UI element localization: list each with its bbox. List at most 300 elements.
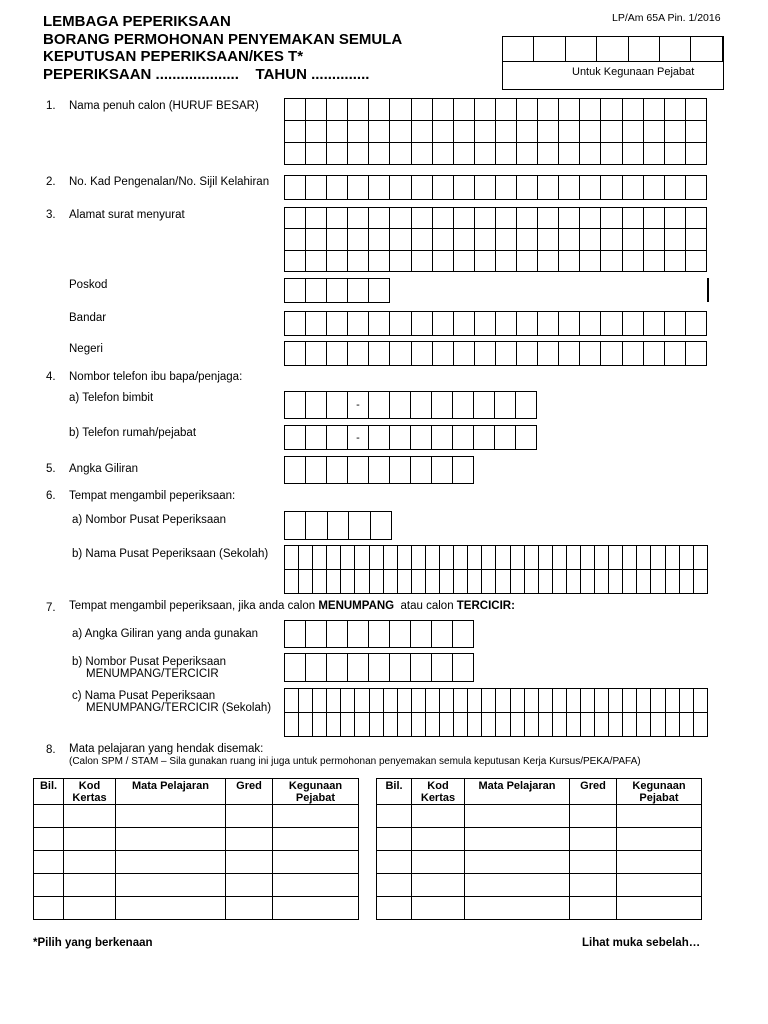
input-box[interactable] [496,342,517,366]
input-box[interactable] [370,570,384,594]
input-box[interactable] [341,713,355,737]
input-box[interactable] [623,689,637,713]
input-box[interactable] [666,570,680,594]
address-grid[interactable] [284,207,707,272]
input-box[interactable] [327,143,348,165]
input-box[interactable] [644,342,665,366]
input-box[interactable] [517,312,538,336]
input-box[interactable] [412,713,426,737]
input-box[interactable] [390,99,411,121]
input-box[interactable] [369,312,390,336]
input-box[interactable] [285,342,306,366]
input-box[interactable] [313,689,327,713]
input-box[interactable] [637,570,651,594]
input-box[interactable] [623,208,644,229]
input-box[interactable] [390,229,411,250]
full-name-grid[interactable] [284,98,707,165]
input-box[interactable] [553,546,567,570]
input-box[interactable] [496,99,517,121]
input-box[interactable] [412,546,426,570]
input-box[interactable] [495,426,516,450]
input-box[interactable] [651,689,665,713]
input-box[interactable] [398,546,412,570]
table-cell[interactable] [226,828,273,851]
input-box[interactable] [348,143,369,165]
input-box[interactable] [644,208,665,229]
input-box[interactable] [412,342,433,366]
input-box[interactable] [327,392,348,419]
input-box[interactable] [355,713,369,737]
input-box[interactable] [384,713,398,737]
input-box[interactable] [327,251,348,272]
input-box[interactable] [432,457,453,484]
input-box[interactable] [581,689,595,713]
input-box[interactable] [517,99,538,121]
input-box[interactable] [567,570,581,594]
input-box[interactable] [285,426,306,450]
exam-centre-name-grid[interactable] [284,545,708,594]
input-box[interactable] [433,312,454,336]
input-box[interactable] [412,689,426,713]
input-box[interactable] [666,713,680,737]
input-box[interactable] [398,713,412,737]
input-box[interactable] [609,570,623,594]
table-cell[interactable] [377,874,412,897]
input-box[interactable] [623,121,644,143]
input-box[interactable] [327,312,348,336]
input-box[interactable] [496,176,517,200]
input-box[interactable] [496,546,510,570]
input-box[interactable] [454,99,475,121]
input-box[interactable] [496,689,510,713]
exam-centre-number-grid[interactable] [284,511,392,540]
input-box[interactable] [426,546,440,570]
table-cell[interactable] [64,897,116,920]
table-cell[interactable] [412,805,465,828]
input-box[interactable] [694,570,708,594]
input-box[interactable] [475,208,496,229]
input-box[interactable] [665,342,686,366]
table-cell[interactable] [377,897,412,920]
input-box[interactable] [355,689,369,713]
input-box[interactable] [680,713,694,737]
input-box[interactable] [390,342,411,366]
input-box[interactable] [601,251,622,272]
input-box[interactable] [285,229,306,250]
input-box[interactable] [559,312,580,336]
input-box[interactable] [538,229,559,250]
input-box[interactable] [313,713,327,737]
input-box[interactable] [453,457,474,484]
input-box[interactable] [651,546,665,570]
input-box[interactable] [369,457,390,484]
input-box[interactable] [559,251,580,272]
input-box[interactable] [348,176,369,200]
input-box[interactable] [686,208,707,229]
input-box[interactable] [475,121,496,143]
input-box[interactable] [426,570,440,594]
input-box[interactable] [496,570,510,594]
input-box[interactable] [475,251,496,272]
table-cell[interactable] [116,805,226,828]
input-box[interactable] [371,512,392,540]
input-box[interactable] [369,121,390,143]
input-box[interactable] [411,457,432,484]
input-box[interactable] [306,251,327,272]
input-box[interactable] [637,546,651,570]
input-box[interactable] [474,426,495,450]
input-box[interactable] [516,426,537,450]
input-box[interactable] [567,546,581,570]
input-box[interactable] [306,143,327,165]
input-box[interactable] [348,99,369,121]
input-box[interactable] [369,654,390,682]
input-box[interactable] [496,143,517,165]
input-box[interactable] [306,654,327,682]
input-box[interactable] [327,99,348,121]
input-box[interactable] [580,176,601,200]
table-cell[interactable] [465,897,570,920]
input-box[interactable] [559,176,580,200]
input-box[interactable] [559,208,580,229]
subject-table-left[interactable] [33,778,359,920]
input-box[interactable] [426,713,440,737]
input-box[interactable] [306,121,327,143]
input-box[interactable] [637,689,651,713]
input-box[interactable] [412,143,433,165]
input-box[interactable] [454,312,475,336]
table-cell[interactable] [617,874,702,897]
input-box[interactable] [390,208,411,229]
input-box[interactable] [601,342,622,366]
table-cell[interactable] [412,897,465,920]
table-cell[interactable] [34,805,64,828]
input-box[interactable] [665,99,686,121]
table-cell[interactable] [377,805,412,828]
input-box[interactable] [285,621,306,648]
table-cell[interactable] [64,874,116,897]
input-box[interactable] [538,99,559,121]
table-cell[interactable] [570,874,617,897]
input-box[interactable] [496,229,517,250]
input-box[interactable] [453,621,474,648]
input-box[interactable] [581,570,595,594]
input-box[interactable] [538,143,559,165]
input-box[interactable] [580,208,601,229]
input-box[interactable] [369,251,390,272]
input-box[interactable] [474,392,495,419]
input-box[interactable] [306,279,327,303]
input-box[interactable] [567,713,581,737]
input-box[interactable] [665,143,686,165]
input-box[interactable] [306,457,327,484]
input-box[interactable] [390,143,411,165]
input-box[interactable] [580,99,601,121]
input-box[interactable] [581,546,595,570]
input-box[interactable] [665,251,686,272]
input-box[interactable] [285,121,306,143]
input-box[interactable] [666,689,680,713]
input-box[interactable] [390,251,411,272]
input-box[interactable] [666,546,680,570]
input-box[interactable] [306,312,327,336]
input-box[interactable] [370,713,384,737]
input-box[interactable] [285,251,306,272]
input-box[interactable] [496,312,517,336]
input-box[interactable] [348,457,369,484]
input-box[interactable] [398,570,412,594]
input-box[interactable] [595,689,609,713]
input-box[interactable] [644,176,665,200]
input-box[interactable] [355,570,369,594]
input-box[interactable] [440,713,454,737]
input-box[interactable] [686,312,707,336]
table-cell[interactable] [34,874,64,897]
input-box[interactable] [601,312,622,336]
input-box[interactable] [566,37,597,62]
host-centre-number-grid[interactable] [284,653,474,682]
input-box[interactable] [327,426,348,450]
input-box[interactable] [538,312,559,336]
input-box[interactable] [384,546,398,570]
input-box[interactable] [285,208,306,229]
input-box[interactable] [609,546,623,570]
input-box[interactable] [327,279,348,303]
input-box[interactable] [559,143,580,165]
table-cell[interactable] [570,828,617,851]
input-box[interactable] [285,176,306,200]
input-box[interactable] [327,546,341,570]
input-box[interactable] [348,208,369,229]
input-box[interactable] [538,251,559,272]
input-box[interactable] [553,570,567,594]
input-box[interactable] [453,654,474,682]
table-cell[interactable] [226,874,273,897]
input-box[interactable] [580,342,601,366]
input-box[interactable] [369,176,390,200]
input-box[interactable] [580,312,601,336]
input-box[interactable] [306,99,327,121]
input-box[interactable] [482,713,496,737]
input-box[interactable] [432,621,453,648]
input-box[interactable] [517,121,538,143]
input-box[interactable] [525,570,539,594]
input-box[interactable] [559,229,580,250]
input-box[interactable] [327,342,348,366]
input-box[interactable] [390,392,411,419]
input-box[interactable] [517,143,538,165]
input-box[interactable] [390,176,411,200]
table-cell[interactable] [412,851,465,874]
table-cell[interactable] [465,828,570,851]
input-box[interactable] [623,546,637,570]
input-box[interactable] [580,143,601,165]
input-box[interactable] [629,37,660,62]
input-box[interactable] [454,689,468,713]
input-box[interactable] [306,426,327,450]
table-cell[interactable] [273,805,359,828]
input-box[interactable] [306,392,327,419]
input-box[interactable] [398,689,412,713]
table-cell[interactable] [273,874,359,897]
input-box[interactable] [349,512,370,540]
input-box[interactable] [539,689,553,713]
table-cell[interactable] [465,851,570,874]
input-box[interactable] [651,713,665,737]
table-cell[interactable] [226,897,273,920]
table-cell[interactable] [116,874,226,897]
input-box[interactable] [597,37,628,62]
input-box[interactable] [369,621,390,648]
table-cell[interactable] [465,805,570,828]
input-box[interactable] [538,342,559,366]
input-box[interactable] [412,208,433,229]
input-box[interactable] [665,121,686,143]
input-box[interactable] [306,342,327,366]
input-box[interactable] [538,121,559,143]
input-box[interactable] [454,713,468,737]
input-box[interactable] [370,689,384,713]
input-box[interactable] [348,121,369,143]
input-box[interactable] [609,689,623,713]
input-box[interactable] [454,570,468,594]
input-box[interactable] [660,37,691,62]
table-cell[interactable] [465,874,570,897]
input-box[interactable] [341,689,355,713]
input-box[interactable] [475,342,496,366]
input-box[interactable] [595,713,609,737]
input-box[interactable] [496,121,517,143]
bandar-grid[interactable] [284,311,707,336]
input-box[interactable] [306,512,327,540]
input-box[interactable] [496,251,517,272]
input-box[interactable] [384,570,398,594]
table-cell[interactable] [570,851,617,874]
table-cell[interactable] [226,851,273,874]
poskod-grid[interactable] [284,278,390,303]
input-box[interactable] [694,713,708,737]
input-box[interactable] [348,342,369,366]
input-box[interactable] [285,312,306,336]
input-box[interactable] [580,121,601,143]
input-box[interactable] [285,99,306,121]
input-box[interactable] [348,312,369,336]
input-box[interactable] [644,312,665,336]
input-box[interactable] [503,37,534,62]
input-box[interactable] [412,176,433,200]
input-box[interactable] [411,426,432,450]
input-box[interactable] [637,713,651,737]
table-cell[interactable] [377,828,412,851]
input-box[interactable] [496,713,510,737]
table-cell[interactable] [64,828,116,851]
input-box[interactable] [517,251,538,272]
input-box[interactable] [553,689,567,713]
input-box[interactable] [644,143,665,165]
input-box[interactable] [475,176,496,200]
table-cell[interactable] [116,897,226,920]
input-box[interactable] [468,570,482,594]
input-box[interactable] [517,342,538,366]
ic-number-grid[interactable] [284,175,707,200]
input-box[interactable] [601,99,622,121]
input-box[interactable] [686,143,707,165]
input-box[interactable] [412,312,433,336]
table-cell[interactable] [377,851,412,874]
input-box[interactable] [327,621,348,648]
table-cell[interactable] [34,828,64,851]
input-box[interactable] [665,176,686,200]
input-box[interactable] [299,689,313,713]
input-box[interactable] [517,176,538,200]
input-box[interactable] [644,99,665,121]
index-number-grid[interactable] [284,456,474,484]
input-box[interactable] [313,570,327,594]
input-box[interactable] [454,229,475,250]
input-box[interactable] [623,251,644,272]
input-box[interactable] [390,621,411,648]
input-box[interactable] [559,121,580,143]
input-box[interactable] [299,546,313,570]
input-box[interactable] [511,713,525,737]
table-cell[interactable] [617,897,702,920]
input-box[interactable] [285,143,306,165]
input-box[interactable] [328,512,349,540]
input-box[interactable] [468,713,482,737]
input-box[interactable] [348,279,369,303]
table-cell[interactable] [412,874,465,897]
input-box[interactable] [475,143,496,165]
input-box[interactable] [580,229,601,250]
input-box[interactable] [327,208,348,229]
input-box[interactable] [686,229,707,250]
input-box[interactable] [390,121,411,143]
input-box[interactable] [369,342,390,366]
input-box[interactable] [285,546,299,570]
input-box[interactable] [369,426,390,450]
input-box[interactable] [644,121,665,143]
input-box[interactable] [306,176,327,200]
input-box[interactable] [623,176,644,200]
input-box[interactable] [601,121,622,143]
input-box[interactable] [694,546,708,570]
input-box[interactable] [686,121,707,143]
input-box[interactable] [511,570,525,594]
input-box[interactable] [327,713,341,737]
input-box[interactable] [285,457,306,484]
input-box[interactable] [453,392,474,419]
input-box[interactable] [432,392,453,419]
input-box[interactable] [440,689,454,713]
input-box[interactable] [327,229,348,250]
input-box[interactable] [454,208,475,229]
input-box[interactable] [475,99,496,121]
input-box[interactable] [609,713,623,737]
negeri-grid[interactable] [284,341,707,366]
input-box[interactable] [559,99,580,121]
input-box[interactable] [595,570,609,594]
input-box[interactable] [369,279,390,303]
input-box[interactable] [433,176,454,200]
input-box[interactable] [285,512,306,540]
input-box[interactable] [567,689,581,713]
input-box[interactable] [601,176,622,200]
input-box[interactable] [432,426,453,450]
table-cell[interactable] [617,805,702,828]
input-box[interactable] [285,570,299,594]
input-box[interactable] [511,689,525,713]
input-box[interactable] [511,546,525,570]
